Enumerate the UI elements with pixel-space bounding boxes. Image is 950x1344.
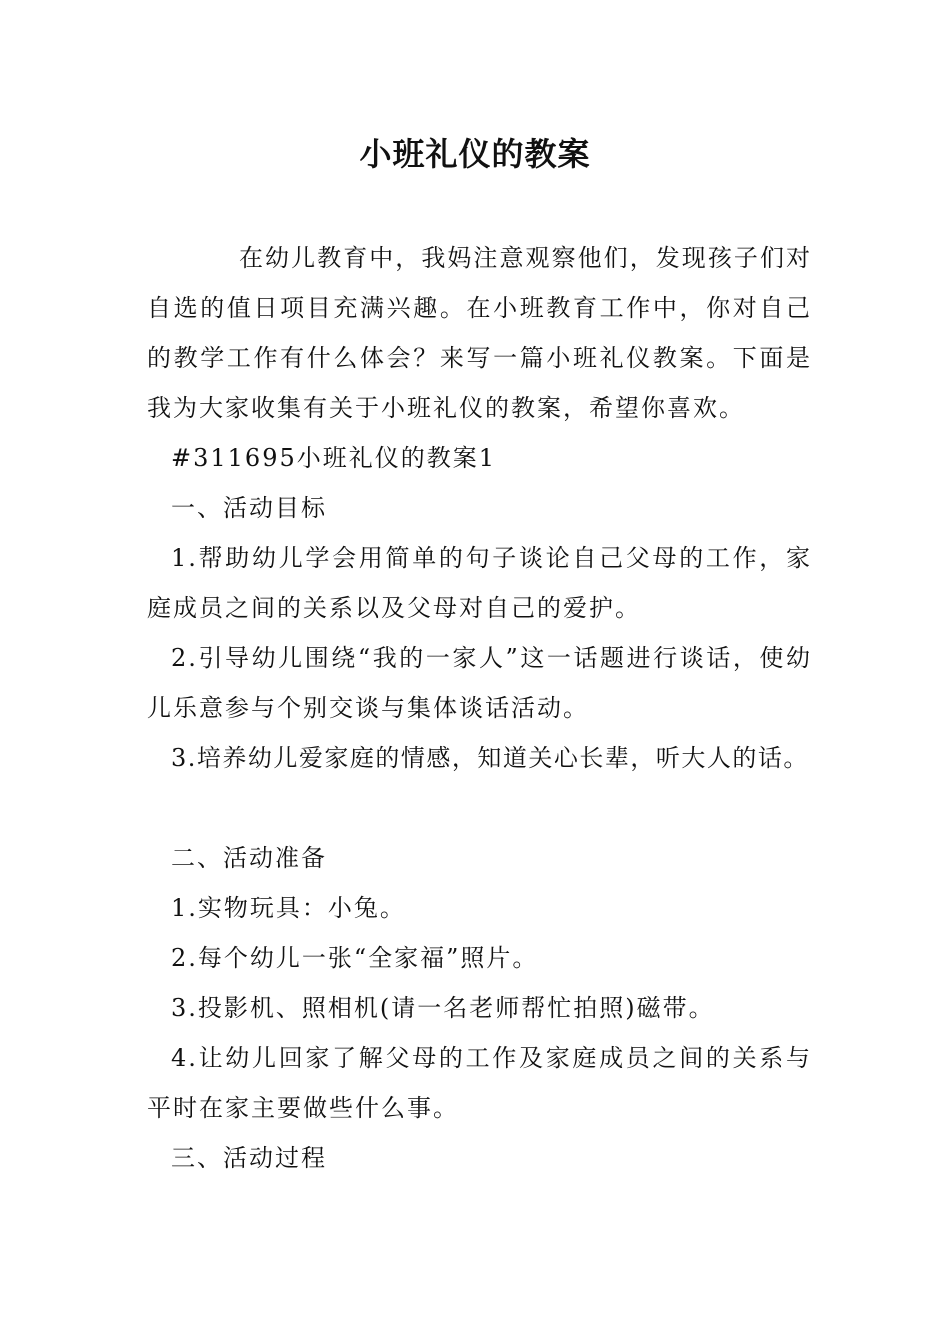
preparation-item-4: 4.让幼儿回家了解父母的工作及家庭成员之间的关系与平时在家主要做些什么事。 <box>147 1044 812 1122</box>
preparation-item-2: 2.每个幼儿一张“全家福”照片。 <box>171 944 539 972</box>
intro-paragraph: 在幼儿教育中，我妈注意观察他们，发现孩子们对自选的值日项目充满兴趣。在小班教育工作中，你对自己的教学工作有什么体会？来写一篇小班礼仪教案。下面是我为大家收集有关于小班礼仪的教案，希望你喜欢。 <box>147 244 812 422</box>
goal-item-3: 3.培养幼儿爱家庭的情感，知道关心长辈，听大人的话。 <box>171 744 809 772</box>
section-heading-goals: 一、活动目标 <box>171 494 327 522</box>
goal-item-2: 2.引导幼儿围绕“我的一家人”这一话题进行谈话，使幼儿乐意参与个别交谈与集体谈话活动。 <box>147 644 812 722</box>
section-heading-process: 三、活动过程 <box>171 1144 327 1172</box>
section-heading-preparation: 二、活动准备 <box>171 844 327 872</box>
blank-line <box>147 783 812 833</box>
preparation-item-3: 3.投影机、照相机(请一名老师帮忙拍照)磁带。 <box>171 994 715 1022</box>
document-title: 小班礼仪的教案 <box>359 135 591 173</box>
document-body <box>147 233 812 1183</box>
section-heading-lesson-1: #311695小班礼仪的教案1 <box>171 444 496 472</box>
preparation-item-1: 1.实物玩具：小兔。 <box>171 894 406 922</box>
goal-item-1: 1.帮助幼儿学会用简单的句子谈论自己父母的工作，家庭成员之间的关系以及父母对自己的爱护。 <box>147 544 812 622</box>
